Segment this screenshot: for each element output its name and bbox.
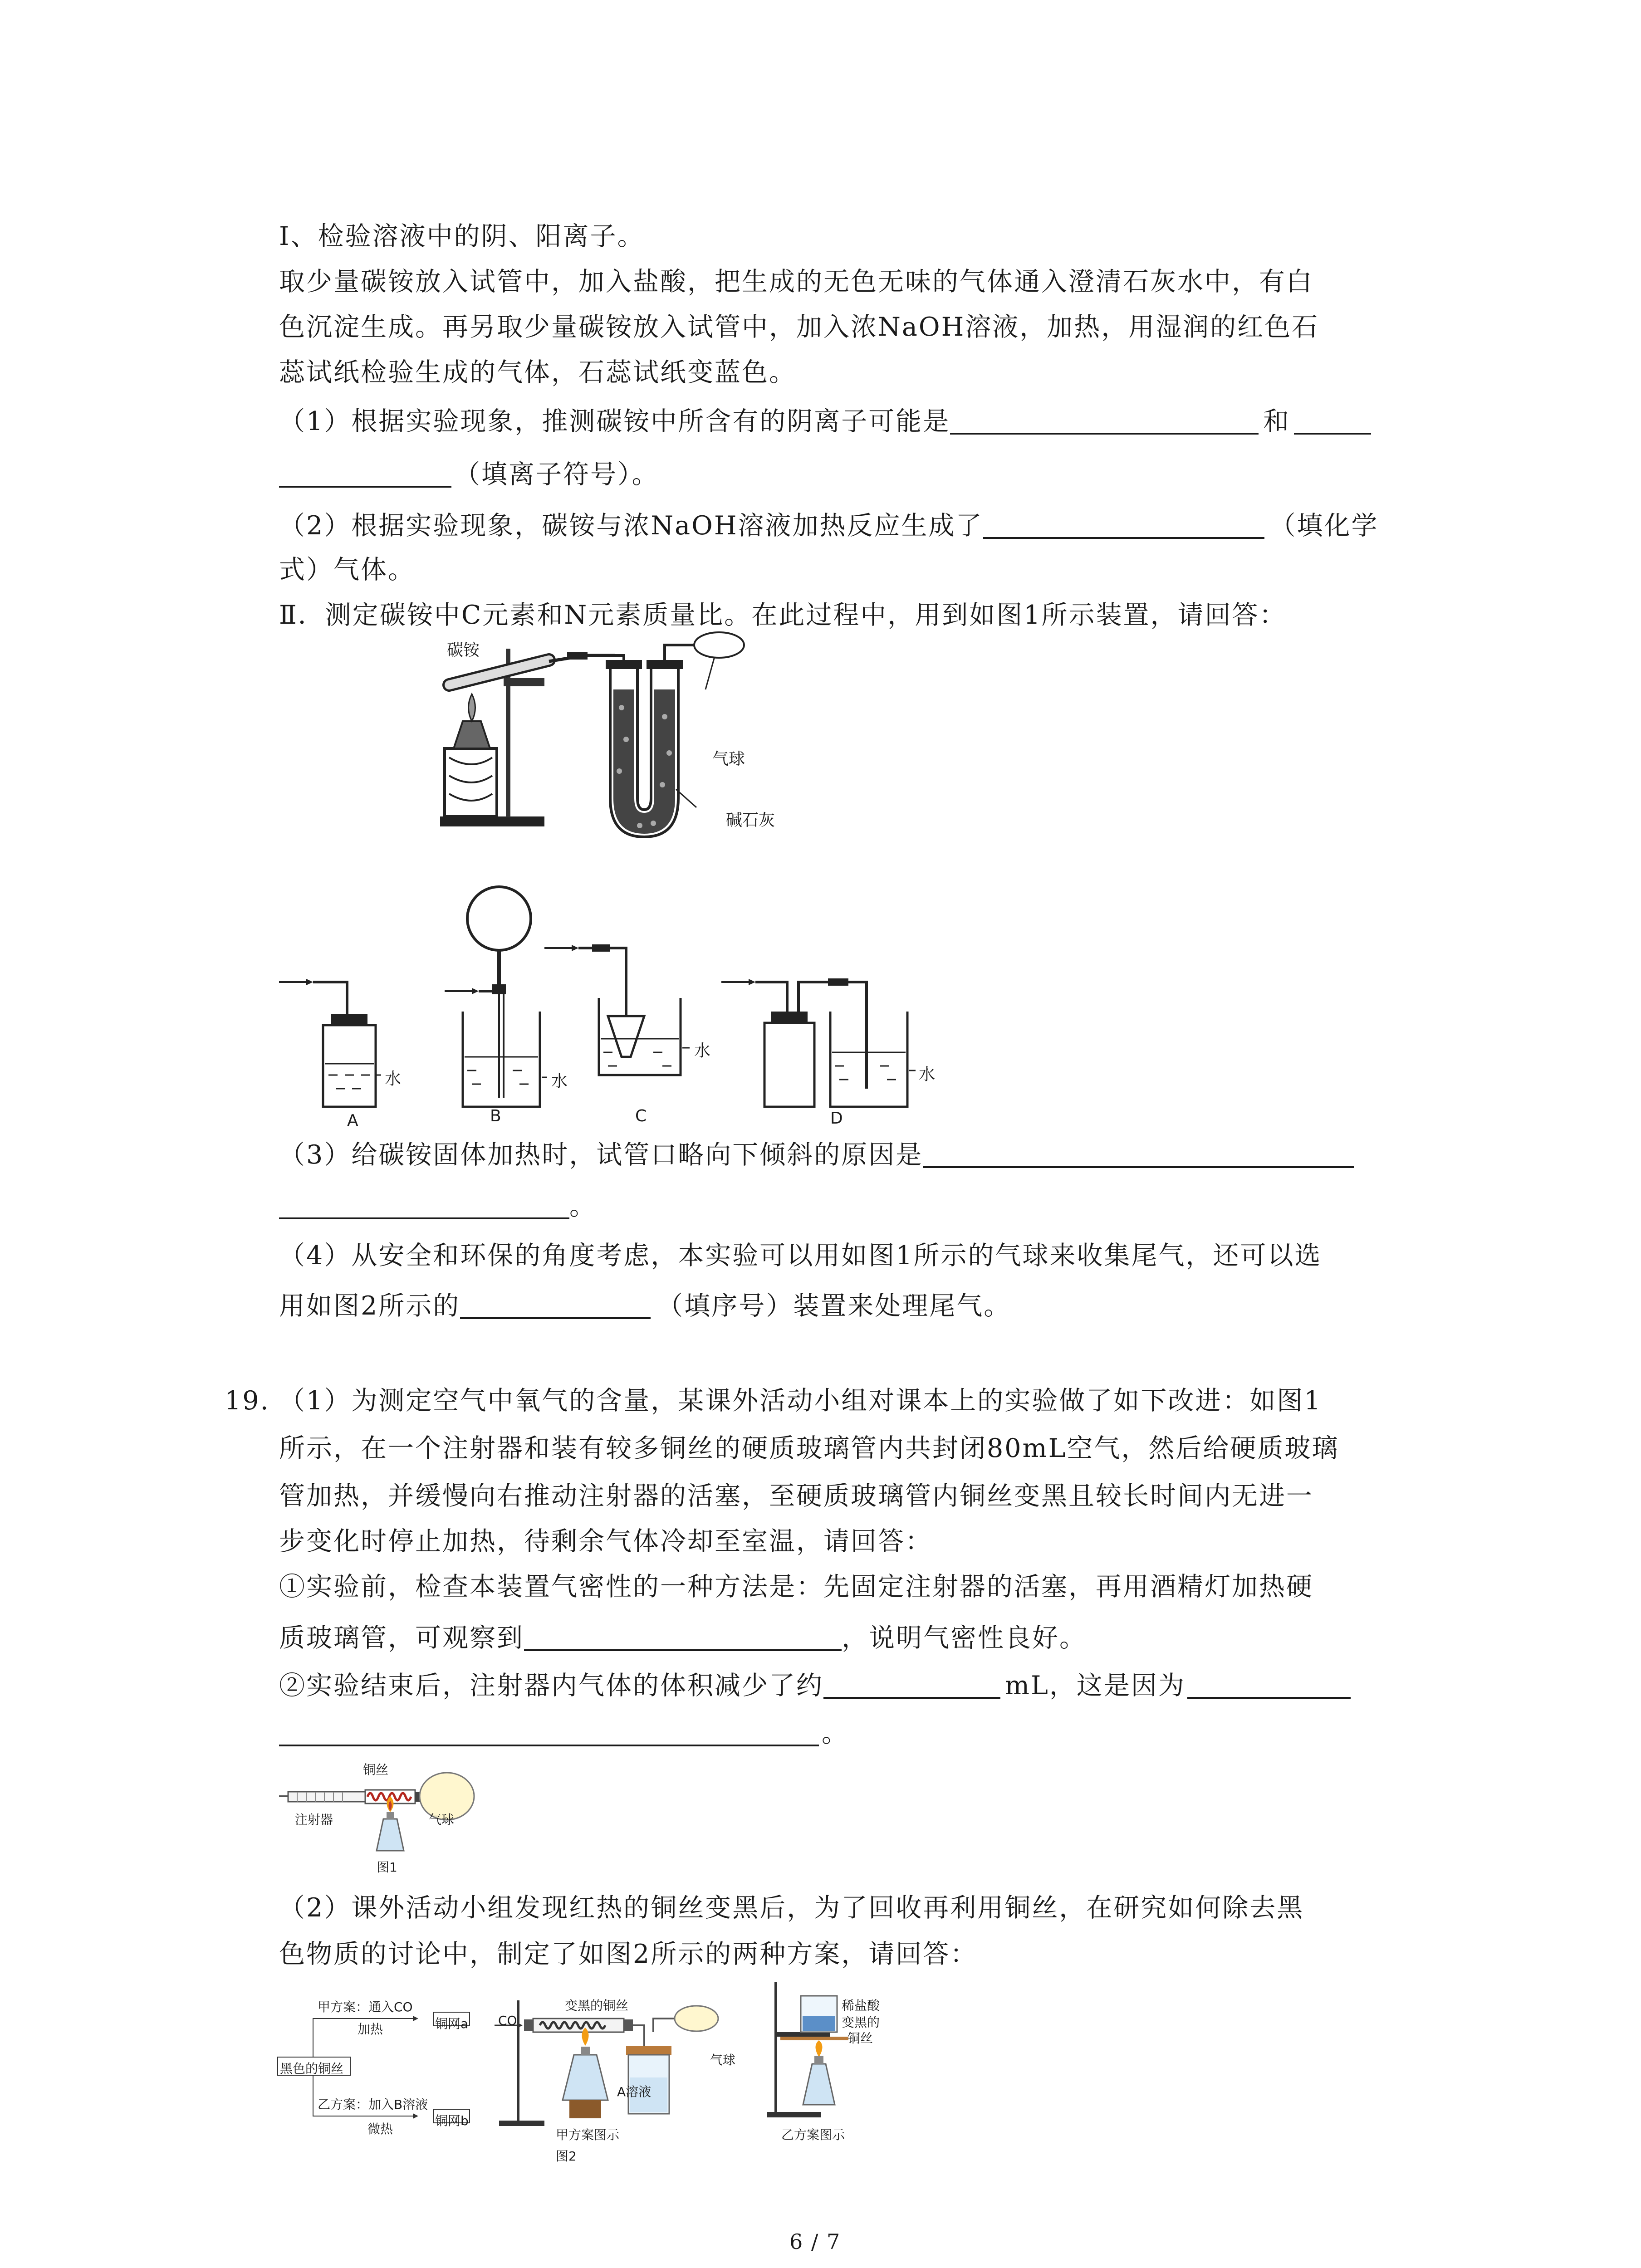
label-water-a: 水 xyxy=(385,1070,402,1088)
q19-label-balloon: 气球 xyxy=(429,1812,455,1827)
q19-item1-text: 质玻璃管，可观察到 xyxy=(279,1623,524,1653)
answer-blank[interactable] xyxy=(279,1719,819,1746)
q19-label-copper: 铜丝 xyxy=(363,1762,389,1777)
label-water-d: 水 xyxy=(919,1065,936,1084)
apparatus-b xyxy=(445,887,547,1107)
part1-title: Ⅰ、检验溶液中的阴、阳离子。 xyxy=(279,221,645,251)
apparatus-a xyxy=(279,979,381,1107)
q19-item2-line1 xyxy=(279,1672,1351,1699)
q19-figure-1-caption: 图1 xyxy=(377,1860,397,1875)
blackened-label-line2: 铜丝 xyxy=(847,2031,873,2046)
question-3-line2 xyxy=(279,1192,597,1219)
answer-blank[interactable] xyxy=(524,1624,842,1651)
answer-blank[interactable] xyxy=(1187,1672,1351,1699)
plan-b-diagram xyxy=(767,1978,903,2127)
question-3-line1 xyxy=(279,1141,1354,1168)
answer-blank[interactable] xyxy=(923,1141,1354,1168)
balloon-label: 气球 xyxy=(710,2053,736,2068)
answer-blank[interactable] xyxy=(460,1292,651,1319)
plan-a-label: 甲方案：通入CO xyxy=(318,1999,413,2014)
part2-title: Ⅱ．测定碳铵中C元素和N元素质量比。在此过程中，用到如图1所示装置，请回答： xyxy=(279,600,1287,630)
co-label: CO xyxy=(498,2013,517,2028)
question-4-hint: （填序号）装置来处理尾气。 xyxy=(657,1291,1011,1321)
blackened-wire-label: 变黑的铜丝 xyxy=(565,1998,629,2013)
question-2-line2: 式）气体。 xyxy=(279,555,415,585)
q19-line2: 所示，在一个注射器和装有较多铜丝的硬质玻璃管内共封闭80mL空气，然后给硬质玻璃 xyxy=(279,1433,1339,1463)
blackened-label-line1: 变黑的 xyxy=(842,2015,880,2030)
plan-b-label: 乙方案：加入B溶液 xyxy=(318,2097,428,2112)
question-19-number: 19. xyxy=(225,1386,270,1416)
q19-item2-end: 。 xyxy=(822,1718,849,1748)
answer-blank[interactable] xyxy=(279,1192,569,1219)
solution-a-label: A溶液 xyxy=(617,2084,652,2099)
black-wire-label: 黑色的铜丝 xyxy=(280,2061,344,2076)
question-4-text: 用如图2所示的 xyxy=(279,1291,460,1321)
figure-2-caption: 图2 xyxy=(556,2149,577,2164)
question-4-line1: （4）从安全和环保的角度考虑，本实验可以用如图1所示的气球来收集尾气，还可以选 xyxy=(279,1241,1322,1271)
q19-line4: 步变化时停止加热，待剩余气体冷却至室温，请回答： xyxy=(279,1526,932,1556)
figure-1-apparatus xyxy=(436,635,762,853)
answer-blank[interactable] xyxy=(1294,407,1371,435)
label-tanan: 碳铵 xyxy=(447,641,480,660)
plan-a-heat: 加热 xyxy=(358,2022,383,2037)
label-soda-lime: 碱石灰 xyxy=(726,811,775,830)
part1-para-line2: 色沉淀生成。再另取少量碳铵放入试管中，加入浓NaOH溶液，加热，用湿润的红色石 xyxy=(279,312,1319,342)
answer-blank[interactable] xyxy=(823,1672,1000,1699)
dilute-acid-label: 稀盐酸 xyxy=(842,1998,880,2013)
apparatus-d xyxy=(721,978,916,1107)
label-a: A xyxy=(347,1111,358,1130)
plan-b-slight-heat: 微热 xyxy=(367,2121,393,2136)
question-1-hint: （填离子符号）。 xyxy=(454,459,659,489)
label-water-c: 水 xyxy=(694,1041,711,1060)
label-c: C xyxy=(635,1107,647,1125)
part1-para-line1: 取少量碳铵放入试管中，加入盐酸，把生成的无色无味的气体通入澄清石灰水中，有白 xyxy=(279,267,1313,297)
mesh-b-label: 铜网b xyxy=(435,2113,469,2128)
question-2-text: （2）根据实验现象，碳铵与浓NaOH溶液加热反应生成了 xyxy=(279,511,983,541)
q19-item1-line1: ①实验前，检查本装置气密性的一种方法是：先固定注射器的活塞，再用酒精灯加热硬 xyxy=(279,1572,1313,1602)
question-3-end: 。 xyxy=(569,1191,597,1221)
apparatus-c xyxy=(544,944,690,1075)
q19-item1-line2 xyxy=(279,1624,1087,1651)
q19-label-syringe: 注射器 xyxy=(295,1812,333,1827)
and-text: 和 xyxy=(1263,406,1291,436)
label-d: D xyxy=(830,1109,843,1128)
question-4-line2 xyxy=(279,1292,1011,1319)
page-number: 6 / 7 xyxy=(789,2229,841,2254)
q19-item2-unit: mL，这是因为 xyxy=(1005,1671,1185,1701)
q19-line3: 管加热，并缓慢向右推动注射器的活塞，至硬质玻璃管内铜丝变黑且较长时间内无进一 xyxy=(279,1481,1313,1511)
q19-item2-text: ②实验结束后，注射器内气体的体积减少了约 xyxy=(279,1671,823,1701)
question-1-line1 xyxy=(279,407,1371,435)
q19-part2-line1: （2）课外活动小组发现红热的铜丝变黑后，为了回收再利用铜丝，在研究如何除去黑 xyxy=(279,1893,1304,1923)
label-water-b: 水 xyxy=(551,1072,568,1090)
plan-a-caption: 甲方案图示 xyxy=(556,2127,620,2142)
plan-a-diagram xyxy=(490,1991,744,2146)
answer-blank[interactable] xyxy=(983,512,1264,539)
question-2-hint: （填化学 xyxy=(1269,511,1379,541)
plan-b-caption: 乙方案图示 xyxy=(781,2127,845,2142)
q19-line1: （1）为测定空气中氧气的含量，某课外活动小组对课本上的实验做了如下改进：如图1 xyxy=(279,1386,1322,1416)
label-balloon: 气球 xyxy=(712,750,745,768)
q19-item1-end: ，说明气密性良好。 xyxy=(842,1623,1087,1653)
mesh-a-label: 铜网a xyxy=(435,2016,469,2031)
question-3-text: （3）给碳铵固体加热时，试管口略向下倾斜的原因是 xyxy=(279,1140,923,1170)
label-b: B xyxy=(490,1107,501,1125)
question-2-line1 xyxy=(279,512,1379,539)
figure-2-apparatus xyxy=(272,862,998,1120)
question-1-text: （1）根据实验现象，推测碳铵中所含有的阴离子可能是 xyxy=(279,406,950,436)
question-1-line2 xyxy=(279,460,659,488)
q19-item2-line2 xyxy=(279,1719,849,1746)
answer-blank[interactable] xyxy=(279,460,451,488)
answer-blank[interactable] xyxy=(950,407,1259,435)
q19-part2-line2: 色物质的讨论中，制定了如图2所示的两种方案，请回答： xyxy=(279,1939,978,1969)
part1-para-line3: 蕊试纸检验生成的气体，石蕊试纸变蓝色。 xyxy=(279,357,796,387)
